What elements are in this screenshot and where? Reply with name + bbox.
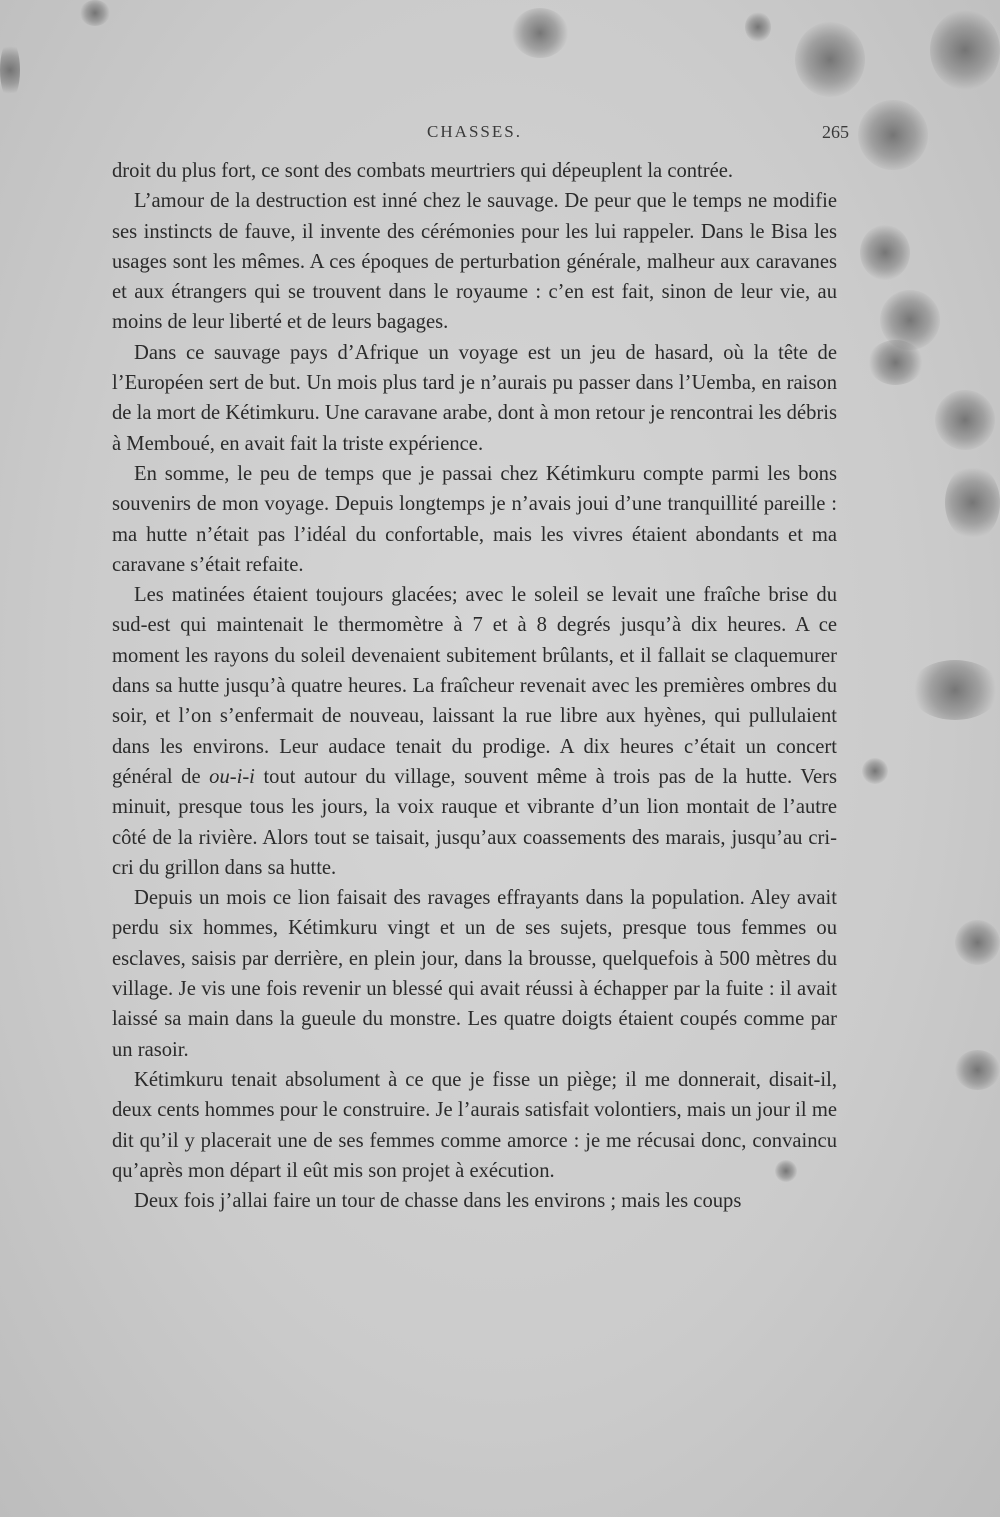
paragraph: En somme, le peu de temps que je passai chez Kétimkuru compte parmi les bons souvenirs de mon voyage. Depuis longtemps je n’avais joui d’une tranquillité pareille : ma hutte n’était pas l’idéal du confortable, mais les vivres étaient abondants et ma caravane s’était refaite. (112, 462, 837, 576)
stain-mark (0, 40, 20, 100)
stain-mark (795, 22, 865, 97)
stain-mark (858, 100, 928, 170)
stain-mark (910, 660, 1000, 720)
paragraph: Depuis un mois ce lion faisait des ravages effrayants dans la population. Aley avait perdu six hommes, Kétimkuru vingt et un de ses sujets, presque tous femmes ou esclaves, saisis par derrière, en plein jour, dans la brousse, quelquefois à 500 mètres du village. Je vis une fois revenir un blessé qui avait réussi à échapper par la fuite : il avait laissé sa main dans la gueule du monstre. Les quatre doigts étaient coupés comme par un rasoir. (112, 887, 837, 1061)
stain-mark (945, 465, 1000, 540)
stain-mark (745, 12, 771, 42)
stain-mark (860, 225, 910, 280)
running-header (112, 122, 849, 152)
paragraph-text: tout autour du village, souvent même à trois pas de la hutte. Vers minuit, presque tous les jours, la voix rauque et vibrante d’un lion montait de l’autre côté de la rivière. Alors tout se taisait, jusqu’aux coassements des marais, jusqu’au cri-cri du grillon dans sa hutte. (112, 765, 837, 879)
paragraph: L’amour de la destruction est inné chez le sauvage. De peur que le temps ne modifie ses instincts de fauve, il invente des cérémonies pour les lui rappeler. Dans le Bisa les usages sont les mêmes. A ces époques de perturbation générale, malheur aux caravanes et aux étrangers qui se trouvent dans le royaume : c’en est fait, sinon de leur vie, au moins de leur liberté et de leurs bagages. (112, 190, 837, 334)
stain-mark (80, 0, 110, 26)
paragraph-text: Les matinées étaient toujours glacées; avec le soleil se levait une fraîche brise du sud-est qui maintenait le thermomètre à 7 et à 8 degrés jusqu’à dix heures. A ce moment les rayons du soleil devenaient subitement brûlants, et il fallait se claquemurer dans sa hutte jusqu’à quatre heures. La fraîcheur revenait avec les premières ombres du soir, et l’on s’enfermait de nouveau, laissant la rue libre aux hyènes, qui pullulaient dans les environs. Leur audace tenait du prodige. A dix heures c’était un concert général de (112, 584, 837, 788)
page-number: 265 (822, 122, 849, 142)
paragraph: Kétimkuru tenait absolument à ce que je fisse un piège; il me donnerait, disait-il, deux cents hommes pour le construire. Je l’aurais satisfait volontiers, mais un jour il me dit qu’il y placerait une de ses femmes comme amorce : je me récusai donc, convaincu qu’après mon départ il eût mis son projet à exécution. (112, 1068, 837, 1182)
running-title: CHASSES. (427, 122, 522, 141)
stain-mark (930, 10, 1000, 90)
paragraph (112, 580, 837, 883)
stain-mark (512, 8, 568, 58)
stain-mark (868, 340, 923, 385)
body-text (112, 156, 837, 1216)
stain-mark (862, 758, 888, 784)
stain-mark (955, 1050, 1000, 1090)
paragraph: Dans ce sauvage pays d’Afrique un voyage est un jeu de hasard, où la tête de l’Européen sert de but. Un mois plus tard je n’aurais pu passer dans l’Uemba, en raison de la mort de Kétimkuru. Une caravane arabe, dont à mon retour je rencontrai les débris à Memboué, en avait fait la triste expérience. (112, 341, 837, 455)
paragraph: droit du plus fort, ce sont des combats meurtriers qui dépeuplent la contrée. (112, 160, 734, 182)
stain-mark (935, 390, 995, 450)
stain-mark (955, 920, 1000, 965)
italic-term: ou-i-i (209, 765, 255, 788)
paragraph-last-line: Deux fois j’allai faire un tour de chasse dans les environs ; mais les coups (134, 1190, 742, 1213)
